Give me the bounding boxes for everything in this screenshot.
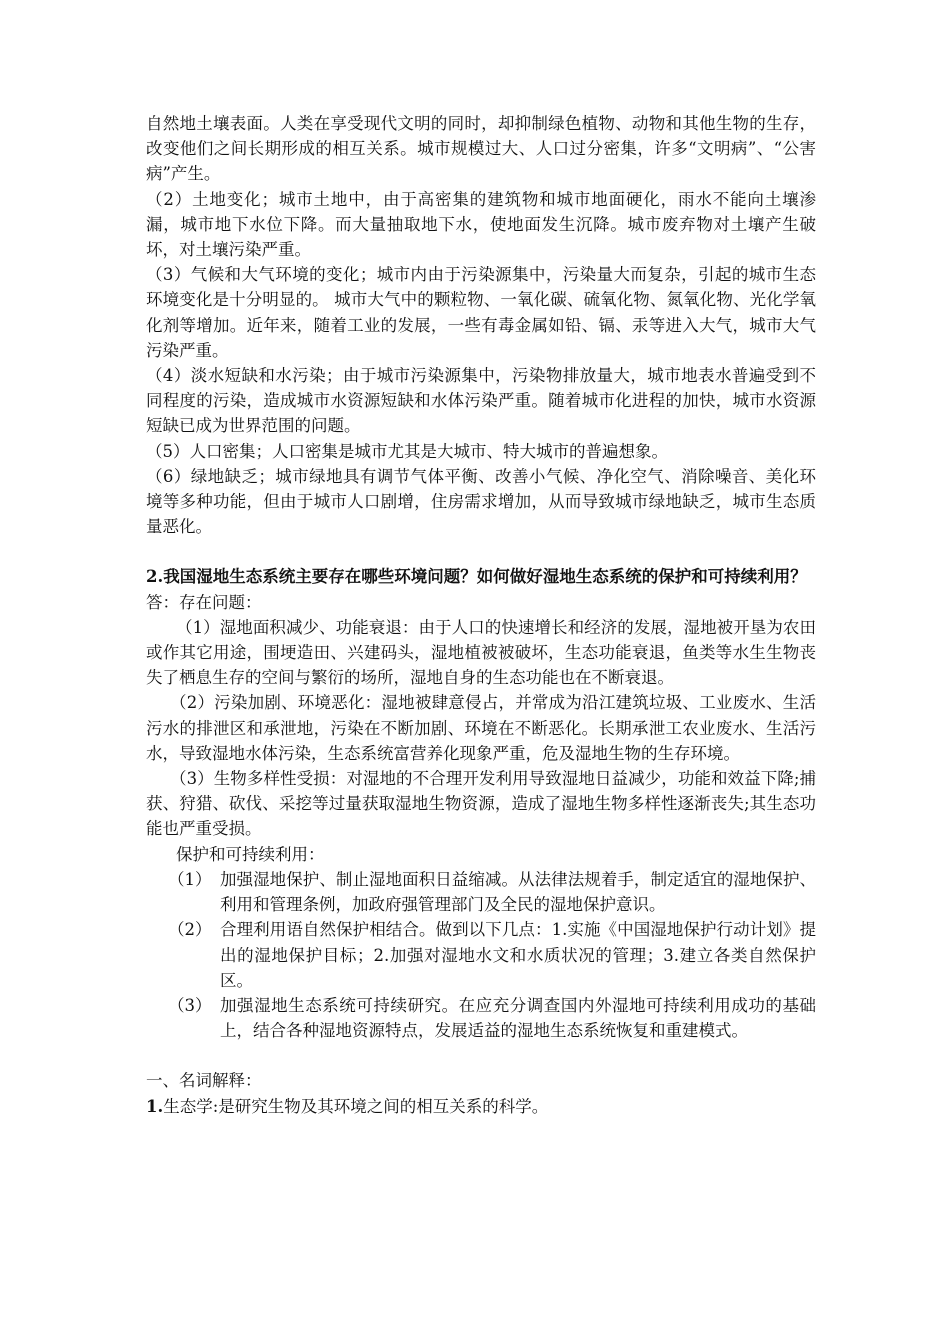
spacer: [146, 1043, 816, 1068]
question-text: 我国湿地生态系统主要存在哪些环境问题？如何做好湿地生态系统的保护和可持续利用？: [163, 567, 807, 587]
measure-number: （3）: [168, 995, 212, 1015]
problem-wetland-area: （1）湿地面积减少、功能衰退：由于人口的快速增长和经济的发展，湿地被开垦为农田或作其它用途，围埂造田、兴建码头，湿地植被被破坏，生态功能衰退，鱼类等水生生物丧失了栖息生存的空间与繁衍的场所，湿地自身的生态功能也在不断衰退。: [146, 617, 816, 688]
point-climate-change: （3）气候和大气环境的变化；城市内由于污染源集中，污染量大而复杂，引起的城市生态环境变化是十分明显的。 城市大气中的颗粒物、一氧化碳、硫氧化物、氮氧化物、光化学氧化剂等增加。近年来，随着工业的发展，一些有毒金属如铅、镉、汞等进入大气，城市大气污染严重。: [146, 265, 816, 360]
term-definition: 是研究生物及其环境之间的相互关系的科学。: [218, 1096, 549, 1116]
problem-biodiversity: （3）生物多样性受损：对湿地的不合理开发利用导致湿地日益减少，功能和效益下降;捕获、狩猎、砍伐、采挖等过量获取湿地生物资源，造成了湿地生物多样性逐渐丧失;其生态功能也严重受损。: [146, 769, 816, 839]
measure-item: [146, 917, 816, 993]
term-1: [146, 1094, 816, 1119]
point-population-density: （5）人口密集；人口密集是城市尤其是大城市、特大城市的普遍想象。: [146, 441, 668, 461]
measure-text: 加强湿地保护、制止湿地面积日益缩减。从法律法规着手，制定适宜的湿地保护、利用和管理条例，加政府强管理部门及全民的湿地保护意识。: [220, 869, 816, 915]
term-name: 生态学:: [163, 1096, 219, 1116]
point-green-space: （6）绿地缺乏；城市绿地具有调节气体平衡、改善小气候、净化空气、消除噪音、美化环境等多种功能，但由于城市人口剧增，住房需求增加，从而导致城市绿地缺乏，城市生态质量恶化。: [146, 466, 816, 537]
protection-title: 保护和可持续利用：: [176, 844, 325, 864]
measure-text: 加强湿地生态系统可持续研究。在应充分调查国内外湿地可持续利用成功的基础上，结合各种湿地资源特点，发展适益的湿地生态系统恢复和重建模式。: [220, 995, 816, 1041]
point-land-change: （2）土地变化；城市土地中，由于高密集的建筑物和城市地面硬化，雨水不能向土壤渗漏，城市地下水位下降。而大量抽取地下水，使地面发生沉降。城市废弃物对土壤产生破坏，对土壤污染严重。: [146, 189, 816, 260]
question-number: 2.: [146, 567, 164, 587]
measure-text: 合理利用语自然保护相结合。做到以下几点：1.实施《中国湿地保护行动计划》提出的湿地保护目标；2.加强对湿地水文和水质状况的管理；3.建立各类自然保护区。: [220, 920, 816, 990]
measure-number: （2）: [168, 920, 212, 940]
terms-heading: 一、名词解释：: [146, 1071, 262, 1091]
measure-item: [146, 993, 816, 1043]
answer-intro: 答：存在问题：: [146, 592, 262, 612]
continuation-paragraph: 自然地土壤表面。人类在享受现代文明的同时，却抑制绿色植物、动物和其他生物的生存，改变他们之间长期形成的相互关系。城市规模过大、人口过分密集，许多“文明病”、“公害病”产生。: [146, 114, 816, 184]
question-2: [146, 564, 816, 589]
term-number: 1.: [146, 1096, 164, 1116]
point-water-shortage: （4）淡水短缺和水污染；由于城市污染源集中，污染物排放量大，城市地表水普遍受到不同程度的污染，造成城市水资源短缺和水体污染严重。随着城市化进程的加快，城市水资源短缺已成为世界范围的问题。: [146, 366, 816, 436]
measure-item: [146, 867, 816, 917]
document-body: [146, 111, 816, 1119]
measure-number: （1）: [168, 869, 212, 889]
spacer: [146, 539, 816, 564]
problem-pollution: （2）污染加剧、环境恶化：湿地被肆意侵占，并常成为沿江建筑垃圾、工业废水、生活污水的排泄区和承泄地，污染在不断加剧、环境在不断恶化。长期承泄工农业废水、生活污水，导致湿地水体污染，生态系统富营养化现象严重，危及湿地生物的生存环境。: [146, 693, 816, 763]
